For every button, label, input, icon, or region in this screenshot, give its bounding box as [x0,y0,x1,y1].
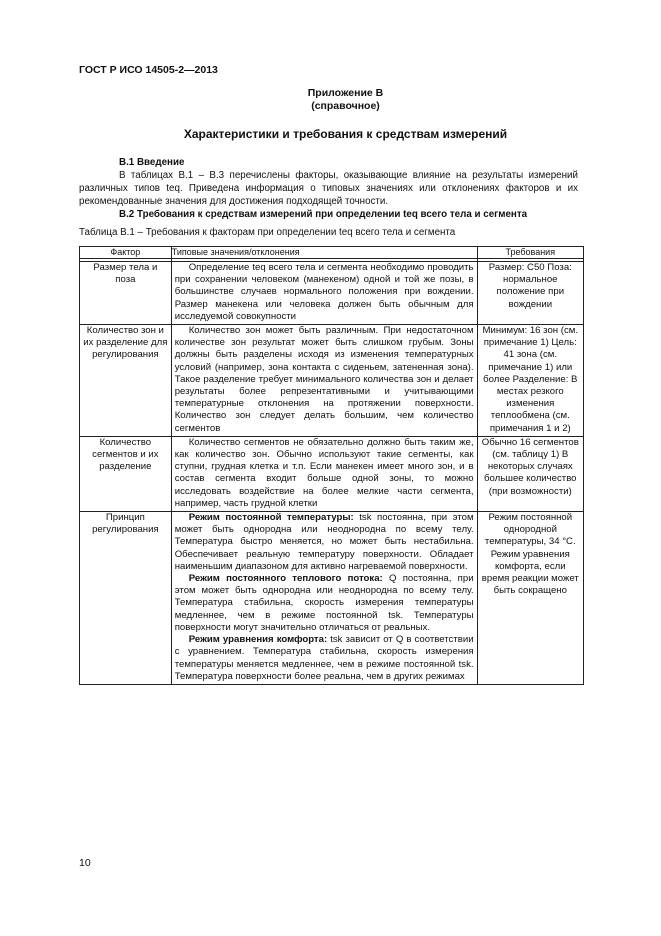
cell-values: Определение teq всего тела и сегмента необходимо проводить при сохранении человеком (манекеном) одной и той же позы, в большинстве случаев нормального положения при вождении. Размер манекена или человека должен быть обычным для исследуемой совокупности [171,262,477,325]
table-row [80,262,584,325]
body-text [79,156,578,221]
requirements-table [79,246,584,685]
cell-values: Количество зон может быть различным. При недостаточном количестве зон результат может быть слишком грубым. Зоны должны быть разделены исходя из изменения температурных условий (например, зона контакта с сиденьем, затененная зона). Такое разделение требует минимального количества зон и делает результаты более репрезентативными и учитывающими температурные отклонения на протяжении поверхности. Количество зон следует делать большим, чем количество сегментов [171,325,477,437]
section-heading-b2: В.2 Требования к средствам измерений при определении teq всего тела и сегмента [119,209,528,220]
section-heading-b1: В.1 Введение [119,157,185,168]
column-header-factor: Фактор [80,247,172,259]
cell-values: Количество сегментов не обязательно должно быть таким же, как количество зон. Обычно используют такие сегменты, как ступни, грудная клетка и т.п. Если манекен имеет много зон, и в состав сегмента входит больше одной зоны, то можно исследовать воздействие на более мелкие части сегмента, например, часть грудной клетки [171,436,477,511]
page-number: 10 [79,857,91,869]
annex-title: Приложение В [307,87,384,99]
mode-constant-heat-flux: Режим постоянного теплового потока: Q постоянна, при этом может быть однородна или неоднородна по всему телу. Температура стабильна, скорость измерения температуры медленнее, чем в режиме постоянной tsk. Температуры поверхности могут значительно отличаться от реальных. [174,573,474,633]
cell-requirements: Размер: С50 Поза: нормальное положение при вождении [477,262,583,325]
cell-requirements: Обычно 16 сегментов (см. таблицу 1) В некоторых случаях большее количество (при возможности) [477,436,583,511]
page-title: Характеристики и требования к средствам измерений [183,127,508,141]
cell-values [171,512,477,685]
mode-constant-temperature: Режим постоянной температуры: tsk постоянна, при этом может быть однородна или неоднородна по всему телу. Температура быстро меняется, но может быть нестабильна. Обеспечивает реальную температуру поверхности. Обладает наименьшим диапазоном для активно нагреваемой поверхности. [174,512,474,572]
annex-subtitle: (справочное) [311,100,380,112]
cell-requirements: Режим постоянной однородной температуры, 34 °С. Режим уравнения комфорта, если время реакции может быть сокращено [477,512,583,685]
column-header-requirements: Требования [477,247,583,259]
table-row [80,512,584,685]
column-header-values: Типовые значения/отклонения [171,247,477,259]
mode-comfort-equation: Режим уравнения комфорта: tsk зависит от Q в соответствии с уравнением. Температура стабильна, скорость измерения температуры меняется медленнее, чем в режиме постоянной tsk. Температура поверхности более реальна, чем в других режимах [174,634,474,682]
table-caption: Таблица В.1 – Требования к факторам при определении teq всего тела и сегмента [79,227,456,238]
cell-factor: Принцип регулирования [80,512,172,685]
annex-heading [0,87,661,113]
table-row [80,436,584,511]
cell-requirements: Минимум: 16 зон (см. примечание 1) Цель: 41 зона (см. примечание 1) или более Разделение: В местах резкого изменения теплообмена (см. примечания 1 и 2) [477,325,583,437]
cell-factor: Размер тела и поза [80,262,172,325]
standard-header: ГОСТ Р ИСО 14505-2—2013 [79,64,218,76]
section-b1-text: В таблицах В.1 – В.3 перечислены факторы, оказывающие влияние на результаты измерений различных типов teq. Приведена информация о типовых значениях или отклонениях факторов и их рекомендованные значения для достижения подходящей точности. [79,170,578,207]
cell-factor: Количество зон и их разделение для регулирования [80,325,172,437]
cell-factor: Количество сегментов и их разделение [80,436,172,511]
table-header-row [80,247,584,259]
table-row [80,325,584,437]
